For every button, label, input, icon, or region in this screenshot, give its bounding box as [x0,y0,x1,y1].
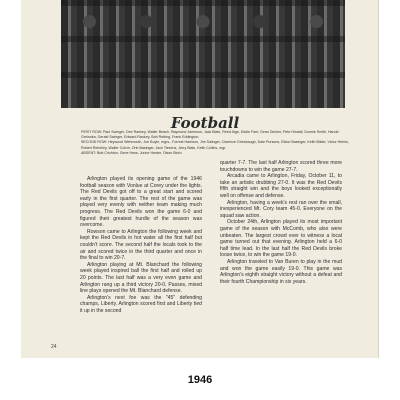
team-photo [61,0,345,108]
paragraph: Arlington playing at Mt. Blanchard the following week played inspired ball the first half and rolled up 20 points. The last half was a very even game and Arlington rang up a third victory 20-0. Passes, mixed line plays opened the Mt. Blanchard defense. [80,261,202,295]
year-caption: 1946 [187,374,213,386]
page-heading: Football [170,114,240,132]
paragraph: October 24th, Arlington played its most important game of the season with McComb, who also were unbeaten. The largest crowd ever to witness a local game turned out that evening. Arlington held a 6-0 half time lead. In the last half the Red Devils broke loose twice, to win the game 19-0. [220,219,342,259]
paragraph: Arlington, having a week's rest ran over the small, inexperienced Mt. Cory team 45-0. Everyone on the squad saw action. [220,199,342,219]
roster-second-row: SECOND ROW: Heywood Wehmouth, Joe Boyle, mgrs., Forrest Harrison, Jim Salinger, Clarence Griesbaugh, Dale Pursons, Eldon Basinger, Keith Bilder, Victor Helms, Robert Retchley, Walter Colvin, Orin Basinger, Jack Tiesens, Jerry Blain, Keith Collins, mgr. [81,140,349,150]
paragraph: Arlington's next foe was the "45" defending champs, Liberty. Arlington scored first and Liberty tied it up in the second [80,294,202,314]
article-right-column [220,160,342,285]
roster-caption [81,130,349,156]
roster-first-row: FIRST ROW: Paul Swinger, Dee Rankey, Walter Beach, Raymond Jameson, Jack Blain, Reed Alge, Eddie Fant, Dean Decker, Pete Hindall, Donnie Smith, Harold Grelnoka, Gerald Swinger, Edward Rankey, Bob Retting, Frank Eddington. [81,130,339,140]
paragraph: Arcadia came to Arlington, Friday, October 11, to take an artistic drubbing 27-0. It was the Red Devils fifth straight win and the boys looked exceptionally well on offense and defense. [220,173,342,199]
paragraph: Arlington traveled to Van Buren to play in the mud and won the game easily 19-0. This game was Arlington's eighth straight victory without a defeat and their fourth Championship in six years. [220,258,342,285]
yearbook-page [21,0,379,358]
paragraph: Arlington played its opening game of the 1946 football season with Vonlue at Corey under the lights. The Red Devils got off to a great start and scored early in the first quarter. The rest of the game was played very evenly with neither team making much progress. The Red Devils won the game 6-0 and figured their greatest hurdle of the season was overcome. [80,176,202,229]
page-number: 24 [51,344,57,350]
article-left-column [80,176,202,314]
paragraph: Rowson came to Arlington the following week and kept the Red Devils in hot water all the first half but couldn't score. The second half the locals took to the air and scored twice in the third quarter and once in the final to win 20-7. [80,228,202,262]
roster-absent: ABSENT: Bob Crichton, Gene Hess, Junior Hester, Olson Birch. [81,150,183,155]
paragraph: quarter 7-7. The last half Arlington scored three more touchdowns to win the game 27-7. [220,160,342,173]
